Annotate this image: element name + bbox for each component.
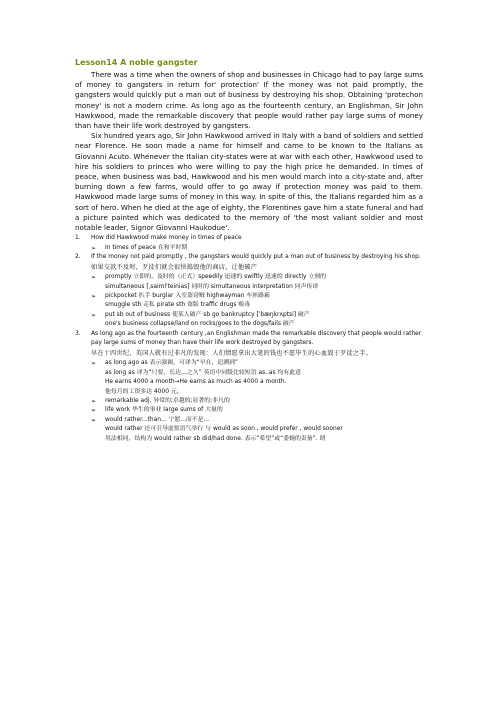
arrow-bullet-icon: ➢ xyxy=(91,244,97,252)
bullet-subtext: 用法相同，结构为 would rather sb did/had done. 表示“希望”或“委婉的责备”. 谓 xyxy=(105,435,326,442)
arrow-bullet-icon: ➢ xyxy=(91,407,97,415)
bullet-item xyxy=(75,416,423,425)
bullet-text: put sb out of business 使某人破产 sb go bankruptcy [ˈbæŋkrʌptsi] 破产 xyxy=(105,311,310,318)
question-text: How did Hawkwood make money in times of peace xyxy=(91,235,242,242)
bullet-text: as long ago as 表示强调，可译为“早在，追溯到” xyxy=(105,360,239,367)
bullet-item xyxy=(75,311,423,320)
question-1 xyxy=(75,234,423,244)
lesson-title: Lesson14 A noble gangster xyxy=(75,58,198,67)
bullet-text: promptly 立即的，及时的（正式）speedily 迅速的 swiftly 迅速的 directly 立刻的 xyxy=(105,274,327,281)
paragraph-2: Six hundred years ago, Sir John Hawkwood arrived in Italy with a band of soldiers and settled near Florence. He soon made a name for himself and came to be known to the Italians as Giovanni Acuto. Whenever the Italian city-states were at war with each other, Hawkwood used to hire his soldiers to princes who were willing to pay the high price he demanded. In times of peace, when business was bad, Hawkwood and his men would march into a city-state and, after burning down a few farms, would offer to go away if protection money was paid to them. Hawkwood made large sums of money in this way. In spite of this, the Italians regarded him as a sort of hero. When he died at the age of eighty, the Florentines gave him a state funeral and had a picture painted which was dedicated to the memory of 'the most valiant soldier and most notable leader, Signor Giovanni Haukodue'. xyxy=(75,131,423,233)
arrow-bullet-icon: ➢ xyxy=(91,311,97,319)
bullet-item xyxy=(75,244,423,253)
paragraph-1: There was a time when the owners of shop and businesses in Chicago had to pay large sums of money to gangsters in return for' protection' If the money was not paid promptly, the gangsters would quickly put a man out of business by destroying his shop. Obtaining 'protechon money' is not a modern crime. As long ago as the fourteenth century, an Englishman, Sir John Hawkwood, made the remarkable discovery that people would rather pay large sums of money than have their life work destroyed by gangsters. xyxy=(75,70,423,131)
question-3 xyxy=(75,330,423,349)
arrow-bullet-icon: ➢ xyxy=(91,360,97,368)
question-2 xyxy=(75,253,423,263)
bullet-subtext: as long as 译为“只要，长达…之久” 英语中同级比较短语 as..as 均有此意 xyxy=(105,369,301,376)
question-number: 2. xyxy=(75,254,81,261)
bullet-subtext: one's business collapse/land on rocks/goes to the dogs/fails 破产 xyxy=(105,321,295,328)
bullet-text: remarkable adj. 异常的;卓越的;显著的;非凡的 xyxy=(105,397,230,404)
chinese-translation: 早在十四世纪，英国人就有过非凡的发现：人们情愿拿出大笔的钱也不愿毕生的心血毁于歹徒之手。 xyxy=(91,349,373,357)
question-number: 3. xyxy=(75,330,81,337)
document-page xyxy=(75,58,423,444)
bullet-text: life work 毕生的事业 large sums of 大量的 xyxy=(105,407,223,414)
bullet-subtext: smuggle sth 走私 pirate sth 盗版 traffic drugs 贩毒 xyxy=(105,302,251,309)
bullet-subtext: 他每月的工资多达 4000 元。 xyxy=(105,388,183,395)
bullet-item xyxy=(75,397,423,406)
arrow-bullet-icon: ➢ xyxy=(91,416,97,424)
bullet-text: pickpocket 扒手 burglar 入室盗窃贼 highwayman 车匪路霸 xyxy=(105,293,270,300)
bullet-item xyxy=(75,273,423,282)
question-text: If the money not paid promptly , the gangsters would quickly put a man out of business by destroying his shop. xyxy=(91,254,421,261)
arrow-bullet-icon: ➢ xyxy=(91,293,97,301)
question-number: 1. xyxy=(75,235,81,242)
bullet-text: In times of peace 在和平时期 xyxy=(105,244,188,251)
bullet-item xyxy=(75,359,423,368)
notes-list xyxy=(75,234,423,444)
bullet-text: would rather...than... 宁愿...而不是... xyxy=(105,416,210,423)
question-text: As long ago as the fourteenth century ,an Englishman made the remarkable discovery that people would rather pay large sums of money than have their life work destroyed by gangsters. xyxy=(91,330,422,347)
bullet-subtext: would rather 还可引导虚拟语气举行 与 would as soon , would prefer , would sooner xyxy=(105,426,343,433)
bullet-item xyxy=(75,406,423,415)
arrow-bullet-icon: ➢ xyxy=(91,274,97,282)
bullet-subtext: He earns 4000 a month→He earns as much as 4000 a month. xyxy=(105,379,287,386)
bullet-item xyxy=(75,292,423,301)
bullet-subtext: simultaneous [ˌsaiml'teinias] 同时的 simultaneous interpretation 同声传译 xyxy=(105,283,319,290)
arrow-bullet-icon: ➢ xyxy=(91,397,97,405)
chinese-translation: 如果交款不及时，歹徒们就会很快捣毁他的商店，让他破产 xyxy=(91,263,258,271)
